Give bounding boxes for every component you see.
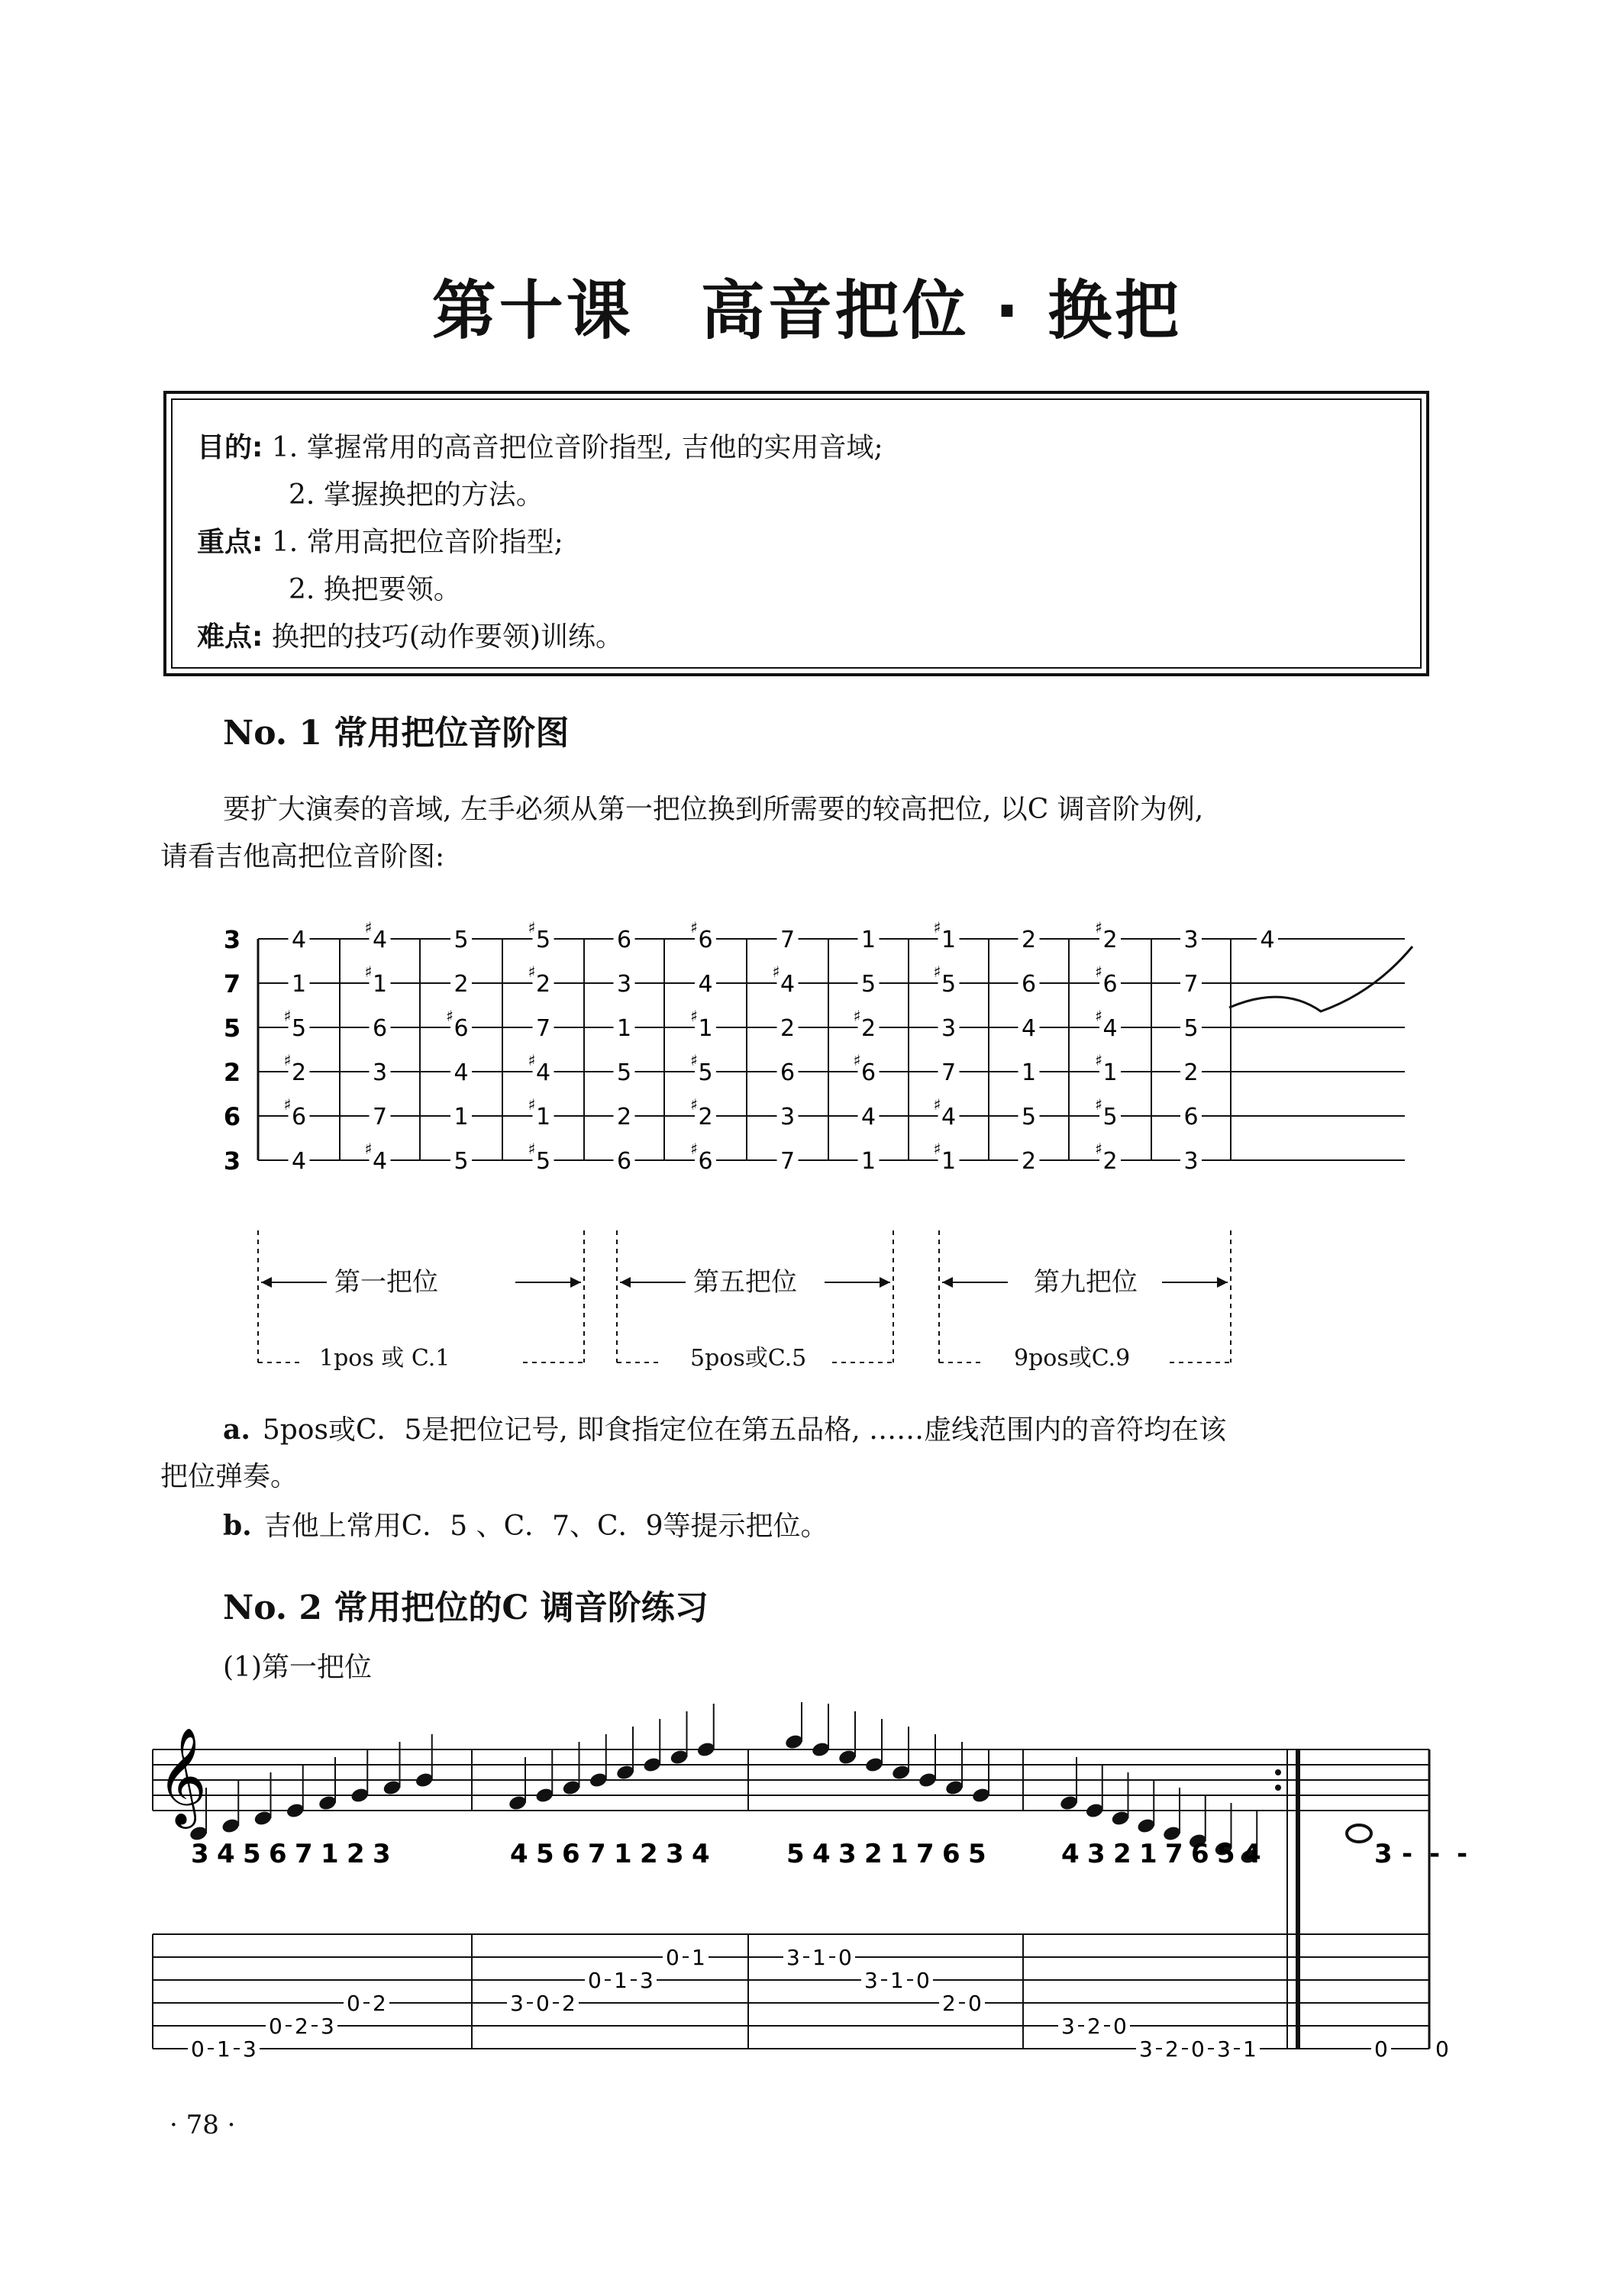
open-string-note: 7 — [223, 969, 241, 998]
tab-number: 1 — [812, 1945, 826, 1970]
position-sub-1: 1pos 或 C.1 — [319, 1345, 450, 1372]
note-a-prefix: a. — [223, 1414, 250, 1446]
jianpu-note: 7 — [916, 1839, 935, 1869]
fretboard-note: 2 — [535, 971, 551, 998]
fretboard-frets — [258, 939, 1231, 1160]
note-b — [223, 1502, 828, 1550]
fretboard-note: 5 — [535, 927, 551, 953]
fretboard-note: 2 — [1021, 927, 1037, 953]
tab-number: 0 — [536, 1991, 550, 2016]
fretboard-note: 2 — [1102, 927, 1118, 953]
page-number: · 78 · — [169, 2110, 236, 2140]
sharp-sign: ♯ — [364, 963, 373, 981]
jianpu-note: 6 — [942, 1839, 960, 1869]
fretboard-note: 1 — [698, 1015, 713, 1042]
note-a-line2: 把位弹奏。 — [160, 1461, 299, 1492]
tab-number: 0 — [191, 2036, 205, 2062]
tab-number: 0 — [1113, 2014, 1127, 2039]
tab-number: 0 — [588, 1968, 602, 1993]
fretboard-note: 1 — [1102, 1059, 1118, 1086]
sharp-sign: ♯ — [364, 1140, 373, 1158]
key-point-text-2: 2. 换把要领。 — [289, 574, 461, 605]
repeat-dot — [1275, 1785, 1281, 1791]
fretboard-note: 1 — [1021, 1059, 1037, 1086]
sharp-sign: ♯ — [690, 918, 698, 937]
jianpu-notation — [191, 1839, 1467, 1869]
tab-number: 3 — [510, 1991, 524, 2016]
difficulty-label: 难点: — [197, 621, 263, 653]
arrowhead-left — [942, 1277, 953, 1288]
fretboard-note: 2 — [291, 1059, 307, 1086]
fretboard-note: 4 — [291, 1148, 307, 1175]
sharp-sign: ♯ — [933, 963, 941, 981]
tab-number: 3 — [1061, 2014, 1075, 2039]
jianpu-note: - — [1429, 1839, 1441, 1869]
jianpu-note: 4 — [1061, 1839, 1080, 1869]
tab-number: 3 — [1217, 2036, 1231, 2062]
jianpu-note: 5 — [786, 1839, 805, 1869]
section2-subheading: (1)第一把位 — [223, 1652, 372, 1683]
tab-number: 0 — [1435, 2036, 1449, 2062]
open-string-notes — [224, 925, 240, 1175]
open-string-note: 2 — [223, 1058, 241, 1087]
open-string-note: 5 — [223, 1014, 241, 1043]
sharp-sign: ♯ — [283, 1007, 292, 1025]
jianpu-note: 2 — [1113, 1839, 1131, 1869]
tab-number: 1 — [1243, 2036, 1257, 2062]
sharp-sign: ♯ — [933, 918, 941, 937]
arrowhead-left — [261, 1277, 272, 1288]
note-b-text: 吉他上常用C．5 、C．7、C．9等提示把位。 — [263, 1511, 828, 1542]
tab-number: 2 — [1087, 2014, 1101, 2039]
objective-line-2 — [197, 473, 544, 512]
sharp-sign: ♯ — [528, 1051, 536, 1069]
sharp-sign: ♯ — [690, 1140, 698, 1158]
purpose-text-1: 1. 掌握常用的高音把位音阶指型, 吉他的实用音域; — [271, 432, 883, 463]
objectives-box — [163, 391, 1429, 676]
sharp-sign: ♯ — [933, 1140, 941, 1158]
jianpu-note: 7 — [588, 1839, 606, 1869]
fretboard-note: 5 — [941, 971, 957, 998]
guitar-body-outline — [1229, 946, 1412, 1404]
fretboard-note: 6 — [616, 1148, 632, 1175]
music-score — [0, 1702, 1614, 2130]
tab-number: 1 — [890, 1968, 904, 1993]
tab-number: 1 — [692, 1945, 705, 1970]
purpose-label: 目的: — [197, 432, 263, 463]
tab-number: 0 — [1191, 2036, 1205, 2062]
jianpu-note: 6 — [269, 1839, 287, 1869]
position-label-1: 第一把位 — [334, 1267, 438, 1298]
jianpu-note: - — [1457, 1839, 1468, 1869]
fretboard-note: 3 — [1183, 927, 1199, 953]
sharp-sign: ♯ — [690, 1051, 698, 1069]
tab-number: 2 — [295, 2014, 308, 2039]
sharp-sign: ♯ — [1095, 963, 1102, 981]
sharp-sign: ♯ — [1095, 1051, 1102, 1069]
jianpu-note: 7 — [295, 1839, 313, 1869]
jianpu-note: 3 — [666, 1839, 684, 1869]
fretboard-note: 1 — [860, 927, 876, 953]
sharp-sign: ♯ — [690, 1095, 698, 1114]
fretboard-strings — [258, 939, 1405, 1160]
jianpu-note: 5 — [968, 1839, 986, 1869]
open-string-note: 6 — [223, 1102, 241, 1131]
fretboard-note: 6 — [1102, 971, 1118, 998]
fretboard-note: 1 — [372, 971, 388, 998]
arrowhead-left — [620, 1277, 631, 1288]
jianpu-note: 3 — [1087, 1839, 1106, 1869]
repeat-dot — [1275, 1769, 1281, 1775]
tab-number: 2 — [942, 1991, 956, 2016]
jianpu-note: 1 — [614, 1839, 632, 1869]
section2-heading: No. 2 常用把位的C 调音阶练习 — [223, 1588, 709, 1627]
position-label-9: 第九把位 — [1034, 1267, 1138, 1298]
tab-number: 1 — [217, 2036, 231, 2062]
jianpu-note: 1 — [890, 1839, 909, 1869]
fretboard-note: 2 — [1183, 1059, 1199, 1086]
tab-number: 1 — [614, 1968, 628, 1993]
fretboard-note: 4 — [1102, 1015, 1118, 1042]
sharp-sign: ♯ — [853, 1051, 861, 1069]
jianpu-note: 5 — [536, 1839, 554, 1869]
purpose-text-2: 2. 掌握换把的方法。 — [289, 479, 544, 511]
page-title: 第十课 高音把位 · 换把 — [431, 273, 1183, 348]
open-string-note: 3 — [223, 1146, 241, 1175]
objective-line-3 — [197, 521, 563, 559]
key-point-label: 重点: — [197, 527, 263, 558]
fretboard-note: 1 — [454, 1104, 469, 1130]
fretboard-note: 1 — [616, 1015, 632, 1042]
arrowhead-right — [570, 1277, 581, 1288]
jianpu-note: 6 — [1191, 1839, 1209, 1869]
tab-number: 3 — [640, 1968, 654, 1993]
difficulty-text: 换把的技巧(动作要领)训练。 — [271, 621, 623, 653]
open-string-note: 3 — [223, 925, 241, 954]
tab-number: 3 — [864, 1968, 878, 1993]
jianpu-note: 4 — [692, 1839, 710, 1869]
jianpu-note: 2 — [347, 1839, 365, 1869]
fretboard-note: 4 — [698, 971, 713, 998]
jianpu-note: 1 — [1139, 1839, 1157, 1869]
fretboard-note: 7 — [780, 927, 796, 953]
arrowhead-right — [880, 1277, 890, 1288]
tab-number: 3 — [1139, 2036, 1153, 2062]
fretboard-note: 3 — [1183, 1148, 1199, 1175]
sharp-sign: ♯ — [853, 1007, 861, 1025]
jianpu-note: 5 — [243, 1839, 261, 1869]
fretboard-note: 7 — [372, 1104, 388, 1130]
sharp-sign: ♯ — [1095, 918, 1102, 937]
fretboard-note: 4 — [291, 927, 307, 953]
fretboard-note: 6 — [698, 927, 713, 953]
fretboard-note: 1 — [860, 1148, 876, 1175]
jianpu-note: 4 — [217, 1839, 235, 1869]
fretboard-note: 5 — [860, 971, 876, 998]
fretboard-note: 4 — [941, 1104, 957, 1130]
jianpu-note: 1 — [321, 1839, 339, 1869]
tab-number: 0 — [838, 1945, 852, 1970]
treble-clef: 𝄞 — [157, 1727, 208, 1824]
sharp-sign: ♯ — [690, 1007, 698, 1025]
fretboard-note: 4 — [860, 1104, 876, 1130]
sharp-sign: ♯ — [772, 963, 780, 981]
position-sub-9: 9pos或C.9 — [1014, 1345, 1131, 1372]
tab-number: 0 — [968, 1991, 982, 2016]
sharp-sign: ♯ — [1095, 1095, 1102, 1114]
note-b-prefix: b. — [223, 1510, 252, 1542]
objective-line-1 — [197, 426, 883, 465]
sharp-sign: ♯ — [1095, 1007, 1102, 1025]
fretboard-note: 4 — [454, 1059, 469, 1086]
tablature — [153, 1934, 1452, 2062]
fretboard-note: 5 — [698, 1059, 713, 1086]
sharp-sign: ♯ — [283, 1095, 292, 1114]
objectives-box-inner — [171, 398, 1422, 669]
fretboard-note: 2 — [780, 1015, 796, 1042]
fretboard-note: 4 — [1021, 1015, 1037, 1042]
jianpu-note: 5 — [1217, 1839, 1235, 1869]
fretboard-note: 7 — [941, 1059, 957, 1086]
fretboard-note: 3 — [616, 971, 632, 998]
jianpu-note: 3 — [191, 1839, 209, 1869]
fretboard-note: 7 — [780, 1148, 796, 1175]
fretboard-note: 5 — [1183, 1015, 1199, 1042]
whole-note — [1347, 1825, 1371, 1842]
objective-line-4 — [197, 568, 461, 607]
fretboard-note: 2 — [616, 1104, 632, 1130]
sharp-sign: ♯ — [528, 963, 536, 981]
fretboard-note: 1 — [535, 1104, 551, 1130]
fretboard-note: 6 — [698, 1148, 713, 1175]
fretboard-note: 7 — [535, 1015, 551, 1042]
fretboard-note: 6 — [616, 927, 632, 953]
sharp-sign: ♯ — [364, 918, 373, 937]
position-label-5: 第五把位 — [693, 1267, 797, 1298]
fretboard-note: 4 — [535, 1059, 551, 1086]
fretboard-note: 3 — [372, 1059, 388, 1086]
section1-para-line1: 要扩大演奏的音域, 左手必须从第一把位换到所需要的较高把位, 以C 调音阶为例, — [223, 794, 1204, 825]
note-a-line1 — [223, 1406, 1226, 1454]
jianpu-note: 3 — [373, 1839, 391, 1869]
tab-number: 3 — [243, 2036, 257, 2062]
fretboard-note: 2 — [860, 1015, 876, 1042]
tab-number: 2 — [562, 1991, 576, 2016]
sharp-sign: ♯ — [528, 1140, 536, 1158]
fretboard-note: 2 — [698, 1104, 713, 1130]
jianpu-note: 4 — [1243, 1839, 1261, 1869]
fretboard-note: 3 — [941, 1015, 957, 1042]
tab-number: 0 — [347, 1991, 360, 2016]
fretboard-note: 5 — [291, 1015, 307, 1042]
tab-number: 0 — [1374, 2036, 1388, 2062]
jianpu-note: 2 — [864, 1839, 883, 1869]
jianpu-note: 7 — [1165, 1839, 1183, 1869]
fretboard-note: 5 — [454, 927, 469, 953]
fretboard-note: 5 — [535, 1148, 551, 1175]
fretboard-note: 1 — [941, 1148, 957, 1175]
section1-para-line2: 请看吉他高把位音阶图: — [160, 841, 445, 872]
fretboard-note: 6 — [1183, 1104, 1199, 1130]
fretboard-notes — [284, 918, 1278, 1175]
sharp-sign: ♯ — [283, 1051, 292, 1069]
sharp-sign: ♯ — [1095, 1140, 1102, 1158]
note-a-text: 5pos或C．5是把位记号, 即食指定位在第五品格, ……虚线范围内的音符均在该 — [262, 1414, 1227, 1446]
fretboard-note: 2 — [1021, 1148, 1037, 1175]
tab-number: 2 — [373, 1991, 386, 2016]
fretboard-note: 1 — [941, 927, 957, 953]
fretboard-note: 2 — [1102, 1148, 1118, 1175]
fretboard-note: 5 — [1102, 1104, 1118, 1130]
fretboard-note: 4 — [372, 1148, 388, 1175]
fretboard-note: 5 — [616, 1059, 632, 1086]
jianpu-note: 4 — [812, 1839, 831, 1869]
fretboard-diagram — [0, 855, 1614, 1404]
tab-number: 3 — [321, 2014, 334, 2039]
section1-heading: No. 1 常用把位音阶图 — [223, 714, 570, 753]
sharp-sign: ♯ — [446, 1007, 454, 1025]
tab-number: 0 — [269, 2014, 282, 2039]
fretboard-note: 1 — [291, 971, 307, 998]
jianpu-note: - — [1402, 1839, 1413, 1869]
tab-number: 2 — [1165, 2036, 1179, 2062]
tab-number: 0 — [666, 1945, 679, 1970]
fretboard-note: 4 — [780, 971, 796, 998]
position-sub-5: 5pos或C.5 — [690, 1345, 807, 1372]
sharp-sign: ♯ — [528, 1095, 536, 1114]
fretboard-note: 6 — [372, 1015, 388, 1042]
objective-line-5 — [197, 615, 623, 654]
tab-number: 3 — [786, 1945, 800, 1970]
fretboard-note: 6 — [1021, 971, 1037, 998]
fretboard-note: 5 — [1021, 1104, 1037, 1130]
key-point-text-1: 1. 常用高把位音阶指型; — [271, 527, 563, 558]
fretboard-note: 2 — [454, 971, 469, 998]
fretboard-note: 4 — [372, 927, 388, 953]
jianpu-note: 6 — [562, 1839, 580, 1869]
tab-number: 0 — [916, 1968, 930, 1993]
fretboard-note: 7 — [1183, 971, 1199, 998]
fretboard-note: 4 — [1260, 927, 1275, 953]
fretboard-note: 6 — [454, 1015, 469, 1042]
sharp-sign: ♯ — [933, 1095, 941, 1114]
fretboard-note: 6 — [780, 1059, 796, 1086]
fretboard-note: 3 — [780, 1104, 796, 1130]
jianpu-note: 3 — [1374, 1839, 1393, 1869]
fretboard-note: 6 — [860, 1059, 876, 1086]
jianpu-note: 4 — [510, 1839, 528, 1869]
fretboard-note: 6 — [291, 1104, 307, 1130]
jianpu-note: 2 — [640, 1839, 658, 1869]
arrowhead-right — [1217, 1277, 1228, 1288]
sharp-sign: ♯ — [528, 918, 536, 937]
jianpu-note: 3 — [838, 1839, 857, 1869]
fretboard-note: 5 — [454, 1148, 469, 1175]
